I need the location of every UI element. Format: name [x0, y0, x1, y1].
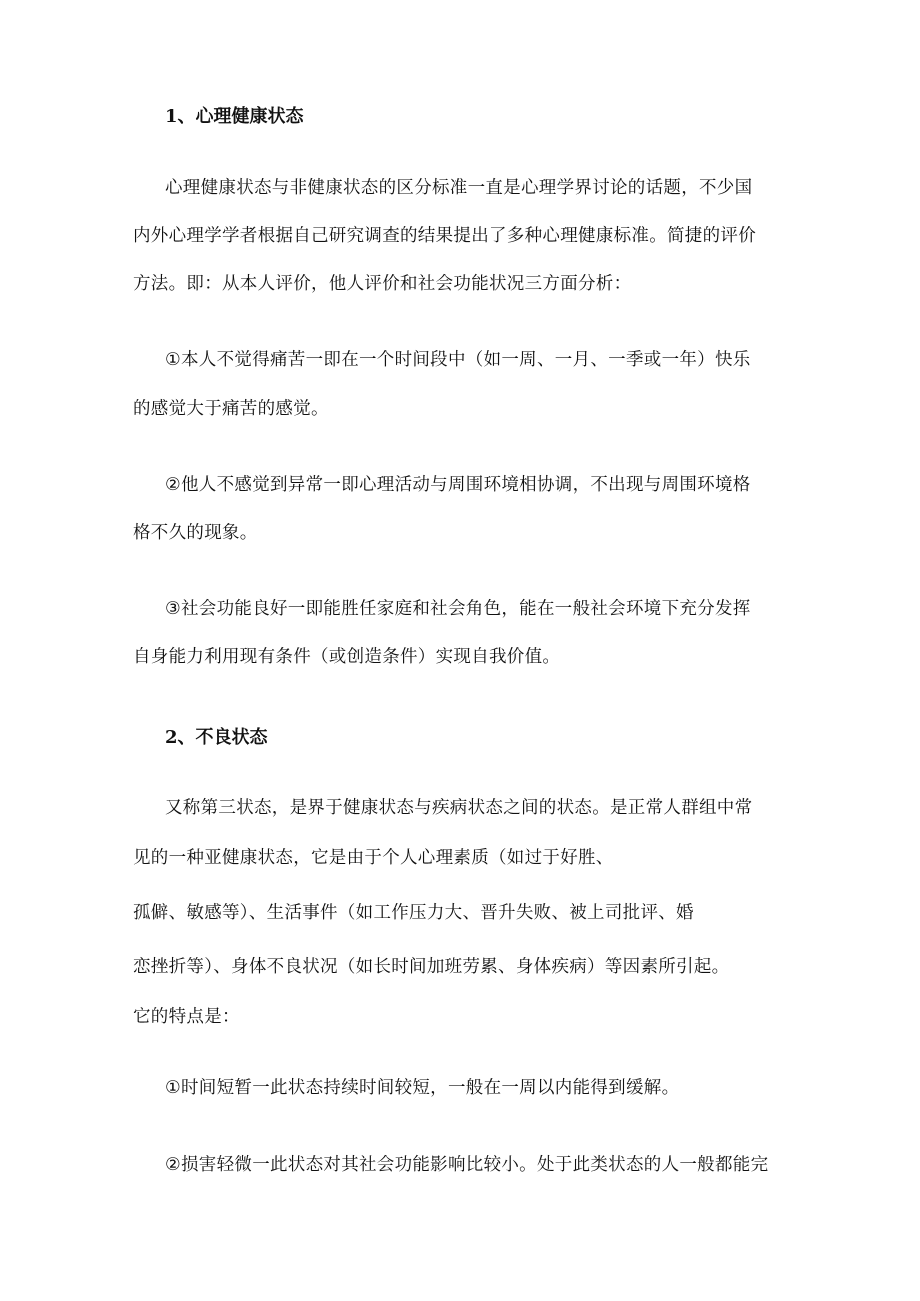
section1-item2-line-2: 格不久的现象。: [133, 523, 258, 543]
section1-item2-line-1: ②他人不感觉到异常一即心理活动与周围环境相协调，不出现与周围环境格: [165, 475, 751, 495]
section1-item3-line-2: 自身能力利用现有条件（或创造条件）实现自我价值。: [133, 647, 561, 667]
section1-intro-line-3: 方法。即：从本人评价，他人评价和社会功能状况三方面分析：: [133, 274, 632, 294]
section1-item1-line-2: 的感觉大于痛苦的感觉。: [133, 399, 329, 419]
section2-heading-text: 、不良状态: [177, 727, 268, 748]
section1-heading: [165, 105, 304, 129]
section1-intro-line-2: 内外心理学学者根据自己研究调查的结果提出了多种心理健康标准。简捷的评价: [133, 226, 756, 246]
section1-heading-number: 1: [165, 106, 178, 127]
section1-heading-text: 、心理健康状态: [177, 106, 304, 127]
section2-item1-line-1: ①时间短暂一此状态持续时间较短，一般在一周以内能得到缓解。: [165, 1078, 680, 1098]
section2-item2-line-1: ②损害轻微一此状态对其社会功能影响比较小。处于此类状态的人一般都能完: [165, 1155, 769, 1175]
section2-intro-line-4: 恋挫折等）、身体不良状况（如长时间加班劳累、身体疾病）等因素所引起。: [133, 957, 730, 977]
section2-intro-line-3: 孤僻、敏感等）、生活事件（如工作压力大、晋升失败、被上司批评、婚: [133, 903, 694, 923]
section1-intro-line-1: 心理健康状态与非健康状态的区分标准一直是心理学界讨论的话题，不少国: [165, 178, 753, 198]
section2-heading: [165, 726, 268, 750]
section1-item3-line-1: ③社会功能良好一即能胜任家庭和社会角色，能在一般社会环境下充分发挥: [165, 599, 751, 619]
section2-intro-line-2: 见的一种亚健康状态，它是由于个人心理素质（如过于好胜、: [133, 848, 614, 868]
section2-intro-line-5: 它的特点是：: [133, 1007, 240, 1027]
section2-heading-number: 2: [165, 727, 178, 748]
section1-item1-line-1: ①本人不觉得痛苦一即在一个时间段中（如一周、一月、一季或一年）快乐: [165, 350, 751, 370]
section2-intro-line-1: 又称第三状态，是界于健康状态与疾病状态之间的状态。是正常人群组中常: [165, 798, 753, 818]
